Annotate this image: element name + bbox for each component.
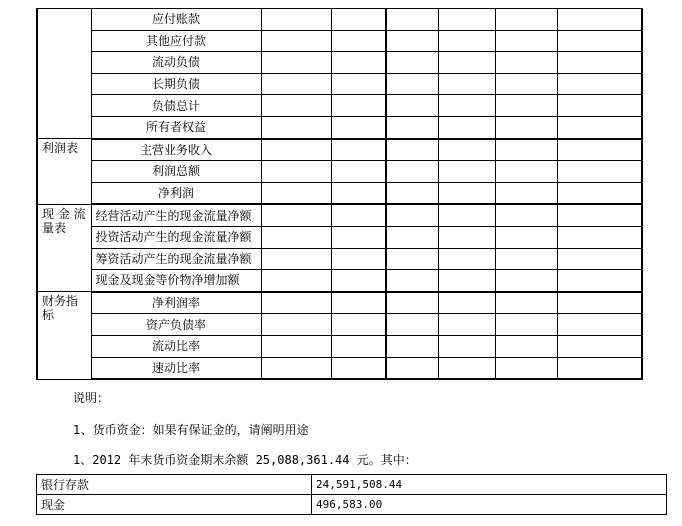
value-cell[interactable]: [438, 95, 495, 117]
value-cell[interactable]: [261, 335, 331, 357]
note-monetary-balance: 1、2012 年末货币资金期末余额 25,088,361.44 元。其中：: [73, 453, 417, 467]
table-row: [37, 52, 642, 74]
table-row: [37, 161, 642, 183]
cash-item-value: 496,583.00: [312, 495, 667, 515]
value-cell[interactable]: [557, 357, 642, 379]
value-cell[interactable]: [386, 204, 438, 226]
value-cell[interactable]: [438, 226, 495, 248]
value-cell[interactable]: [557, 314, 642, 336]
value-cell[interactable]: [386, 30, 438, 52]
value-cell[interactable]: [495, 314, 557, 336]
value-cell[interactable]: [438, 52, 495, 74]
value-cell[interactable]: [557, 139, 642, 161]
value-cell[interactable]: [386, 270, 438, 292]
table-row: [37, 314, 642, 336]
value-cell[interactable]: [557, 161, 642, 183]
value-cell[interactable]: [261, 30, 331, 52]
value-cell[interactable]: [557, 116, 642, 138]
table-row: [37, 116, 642, 138]
value-cell[interactable]: [261, 73, 331, 95]
value-cell[interactable]: [331, 52, 386, 74]
value-cell[interactable]: [557, 335, 642, 357]
value-cell[interactable]: [386, 116, 438, 138]
table-row: [37, 495, 667, 515]
row-label: 净利润率: [91, 292, 261, 314]
value-cell[interactable]: [261, 139, 331, 161]
value-cell[interactable]: [495, 9, 557, 31]
value-cell[interactable]: [386, 357, 438, 379]
cash-item-label: 现金: [37, 495, 312, 515]
table-row: [37, 270, 642, 292]
value-cell[interactable]: [331, 95, 386, 117]
value-cell[interactable]: [261, 226, 331, 248]
value-cell[interactable]: [331, 270, 386, 292]
value-cell[interactable]: [438, 248, 495, 270]
value-cell[interactable]: [438, 9, 495, 31]
value-cell[interactable]: [557, 95, 642, 117]
value-cell[interactable]: [495, 116, 557, 138]
financial-summary-table: [36, 8, 643, 380]
table-row: [37, 226, 642, 248]
value-cell[interactable]: [386, 314, 438, 336]
value-cell[interactable]: [261, 270, 331, 292]
value-cell[interactable]: [495, 292, 557, 314]
value-cell[interactable]: [557, 73, 642, 95]
value-cell[interactable]: [438, 314, 495, 336]
row-label: 流动比率: [91, 335, 261, 357]
value-cell[interactable]: [331, 335, 386, 357]
value-cell[interactable]: [331, 30, 386, 52]
value-cell[interactable]: [438, 30, 495, 52]
value-cell[interactable]: [495, 270, 557, 292]
value-cell[interactable]: [331, 204, 386, 226]
value-cell[interactable]: [386, 292, 438, 314]
row-label: 主营业务收入: [91, 139, 261, 161]
value-cell[interactable]: [557, 9, 642, 31]
table-row: [37, 248, 642, 270]
table-row: [37, 9, 642, 31]
value-cell[interactable]: [331, 248, 386, 270]
value-cell[interactable]: [261, 314, 331, 336]
value-cell[interactable]: [495, 73, 557, 95]
value-cell[interactable]: [386, 182, 438, 204]
value-cell[interactable]: [438, 139, 495, 161]
group-label: 现 金 流 量表: [37, 204, 91, 291]
table-row: [37, 204, 642, 226]
value-cell[interactable]: [438, 161, 495, 183]
value-cell[interactable]: [261, 357, 331, 379]
value-cell[interactable]: [331, 161, 386, 183]
row-label: 速动比率: [91, 357, 261, 379]
note-monetary-funds: 1、货币资金：如果有保证金的，请阐明用途: [73, 423, 309, 437]
value-cell[interactable]: [386, 52, 438, 74]
value-cell[interactable]: [495, 335, 557, 357]
group-label: [37, 9, 91, 139]
row-label: 所有者权益: [91, 116, 261, 138]
value-cell[interactable]: [261, 204, 331, 226]
value-cell[interactable]: [261, 161, 331, 183]
value-cell[interactable]: [261, 248, 331, 270]
value-cell[interactable]: [438, 270, 495, 292]
row-label: 应付账款: [91, 9, 261, 31]
value-cell[interactable]: [261, 182, 331, 204]
table-row: [37, 139, 642, 161]
value-cell[interactable]: [438, 357, 495, 379]
value-cell[interactable]: [386, 9, 438, 31]
value-cell[interactable]: [557, 204, 642, 226]
value-cell[interactable]: [261, 292, 331, 314]
value-cell[interactable]: [438, 204, 495, 226]
value-cell[interactable]: [438, 182, 495, 204]
value-cell[interactable]: [261, 95, 331, 117]
group-label: 利润表: [37, 139, 91, 205]
value-cell[interactable]: [495, 226, 557, 248]
row-label: 资产负债率: [91, 314, 261, 336]
value-cell[interactable]: [495, 95, 557, 117]
value-cell[interactable]: [495, 161, 557, 183]
row-label: 负债总计: [91, 95, 261, 117]
value-cell[interactable]: [386, 161, 438, 183]
value-cell[interactable]: [438, 335, 495, 357]
table-row: [37, 30, 642, 52]
value-cell[interactable]: [331, 139, 386, 161]
table-row: [37, 475, 667, 495]
value-cell[interactable]: [438, 292, 495, 314]
value-cell[interactable]: [495, 182, 557, 204]
row-label: 经营活动产生的现金流量净额: [91, 204, 261, 226]
row-label: 筹资活动产生的现金流量净额: [91, 248, 261, 270]
value-cell[interactable]: [557, 270, 642, 292]
value-cell[interactable]: [438, 116, 495, 138]
value-cell[interactable]: [495, 139, 557, 161]
value-cell[interactable]: [557, 30, 642, 52]
table-row: [37, 182, 642, 204]
value-cell[interactable]: [495, 204, 557, 226]
value-cell[interactable]: [331, 292, 386, 314]
value-cell[interactable]: [261, 52, 331, 74]
value-cell[interactable]: [386, 335, 438, 357]
row-label: 利润总额: [91, 161, 261, 183]
value-cell[interactable]: [495, 52, 557, 74]
value-cell[interactable]: [331, 9, 386, 31]
value-cell[interactable]: [386, 248, 438, 270]
value-cell[interactable]: [557, 292, 642, 314]
value-cell[interactable]: [331, 73, 386, 95]
group-label: 财务指 标: [37, 292, 91, 379]
value-cell[interactable]: [495, 248, 557, 270]
value-cell[interactable]: [495, 357, 557, 379]
table-row: [37, 335, 642, 357]
value-cell[interactable]: [386, 226, 438, 248]
notes-title: 说明：: [73, 391, 110, 405]
value-cell[interactable]: [557, 52, 642, 74]
table-row: [37, 357, 642, 379]
value-cell[interactable]: [331, 226, 386, 248]
value-cell[interactable]: [557, 248, 642, 270]
row-label: 投资活动产生的现金流量净额: [91, 226, 261, 248]
value-cell[interactable]: [386, 139, 438, 161]
row-label: 其他应付款: [91, 30, 261, 52]
value-cell[interactable]: [557, 182, 642, 204]
row-label: 流动负债: [91, 52, 261, 74]
value-cell[interactable]: [261, 116, 331, 138]
value-cell[interactable]: [386, 95, 438, 117]
table-row: [37, 73, 642, 95]
value-cell[interactable]: [261, 9, 331, 31]
value-cell[interactable]: [557, 226, 642, 248]
value-cell[interactable]: [331, 314, 386, 336]
row-label: 现金及现金等价物净增加额: [91, 270, 261, 292]
value-cell[interactable]: [331, 116, 386, 138]
table-row: [37, 292, 642, 314]
table-row: [37, 95, 642, 117]
row-label: 长期负债: [91, 73, 261, 95]
row-label: 净利润: [91, 182, 261, 204]
value-cell[interactable]: [495, 30, 557, 52]
value-cell[interactable]: [331, 357, 386, 379]
value-cell[interactable]: [331, 182, 386, 204]
value-cell[interactable]: [438, 73, 495, 95]
cash-item-label: 银行存款: [37, 475, 312, 495]
cash-breakdown-table: [36, 474, 667, 515]
cash-item-value: 24,591,508.44: [312, 475, 667, 495]
value-cell[interactable]: [386, 73, 438, 95]
